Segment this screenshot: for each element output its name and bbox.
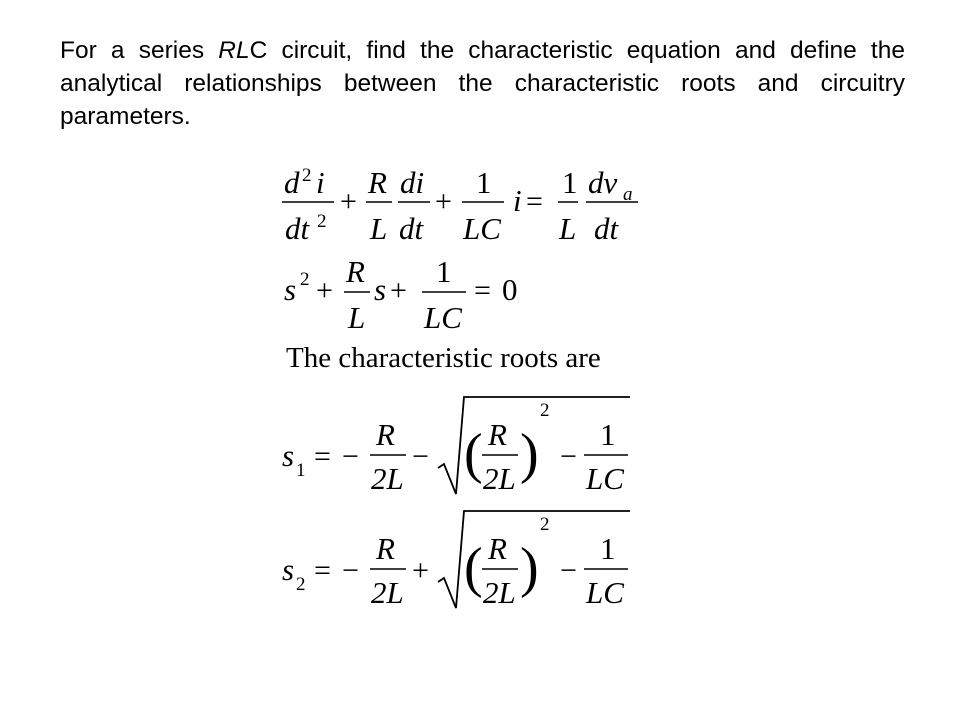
numerator-r: R — [376, 531, 395, 566]
exponent-two: 2 — [300, 269, 310, 290]
denominator-exponent: 2 — [317, 211, 327, 232]
current-i: i — [513, 183, 522, 218]
numerator-r: R — [368, 165, 387, 200]
exponent-two: 2 — [540, 514, 550, 535]
numerator-r: R — [488, 417, 507, 452]
root-s2 — [282, 511, 630, 610]
numerator-dv: dv — [588, 165, 618, 200]
equations — [278, 0, 698, 720]
denominator-2l: 2L — [371, 461, 404, 496]
equals-sign: = — [474, 274, 491, 307]
problem-emphasis: RL — [218, 37, 250, 64]
right-paren: ) — [520, 423, 539, 485]
numerator-one: 1 — [436, 254, 452, 289]
equals-sign: = — [314, 554, 331, 587]
variable-s: s — [284, 272, 297, 307]
roots-caption: The characteristic roots are — [286, 342, 601, 374]
numerator-one: 1 — [562, 165, 578, 200]
denominator-lc: LC — [586, 461, 624, 496]
plus-sign: + — [412, 554, 429, 587]
minus-sign: − — [412, 440, 429, 473]
plus-sign: + — [340, 185, 357, 218]
variable-s: s — [282, 552, 295, 587]
denominator-l: L — [559, 211, 577, 246]
denominator-2l: 2L — [483, 575, 516, 610]
numerator-i: i — [316, 165, 325, 200]
denominator-lc: LC — [586, 575, 624, 610]
denominator-l: L — [348, 300, 366, 335]
source-term — [558, 165, 638, 246]
plus-sign: + — [316, 274, 333, 307]
denominator-dt: dt — [399, 211, 424, 246]
denominator-dt: dt — [594, 211, 619, 246]
subscript-one: 1 — [296, 460, 306, 481]
numerator-d: d — [284, 165, 300, 200]
plus-sign: + — [435, 185, 452, 218]
denominator-2l: 2L — [371, 575, 404, 610]
numerator-di: di — [400, 165, 425, 200]
denominator-dt: dt — [285, 211, 310, 246]
subscript-a: a — [623, 184, 633, 205]
problem-text-end: C circuit, find the characteristic equation and define the analytical relationships between the characteristic roots and circuitry parameters. — [60, 37, 905, 130]
minus-sign: − — [560, 440, 577, 473]
numerator-exponent: 2 — [302, 165, 312, 186]
numerator-r: R — [488, 531, 507, 566]
left-paren: ( — [464, 537, 483, 599]
numerator-one: 1 — [600, 531, 616, 566]
characteristic-equation — [284, 254, 518, 335]
exponent-two: 2 — [540, 400, 550, 421]
denominator-l: L — [370, 211, 388, 246]
minus-sign: − — [342, 554, 359, 587]
zero: 0 — [502, 272, 518, 307]
subscript-two: 2 — [296, 574, 306, 595]
numerator-r: R — [376, 417, 395, 452]
numerator-one: 1 — [600, 417, 616, 452]
differential-equation — [282, 165, 638, 246]
second-derivative-term — [282, 165, 334, 246]
denominator-lc: LC — [463, 211, 501, 246]
denominator-lc: LC — [424, 300, 462, 335]
right-paren: ) — [520, 537, 539, 599]
variable-s: s — [282, 438, 295, 473]
one-over-lc-term — [462, 165, 522, 246]
plus-sign: + — [390, 274, 407, 307]
variable-s: s — [374, 272, 387, 307]
problem-text-start: For a series — [60, 37, 219, 64]
equals-sign: = — [314, 440, 331, 473]
numerator-one: 1 — [476, 165, 492, 200]
root-s1 — [282, 397, 630, 496]
left-paren: ( — [464, 423, 483, 485]
minus-sign: − — [342, 440, 359, 473]
numerator-r: R — [346, 254, 365, 289]
minus-sign: − — [560, 554, 577, 587]
equals-sign: = — [526, 185, 543, 218]
r-over-l-term — [366, 165, 430, 246]
denominator-2l: 2L — [483, 461, 516, 496]
